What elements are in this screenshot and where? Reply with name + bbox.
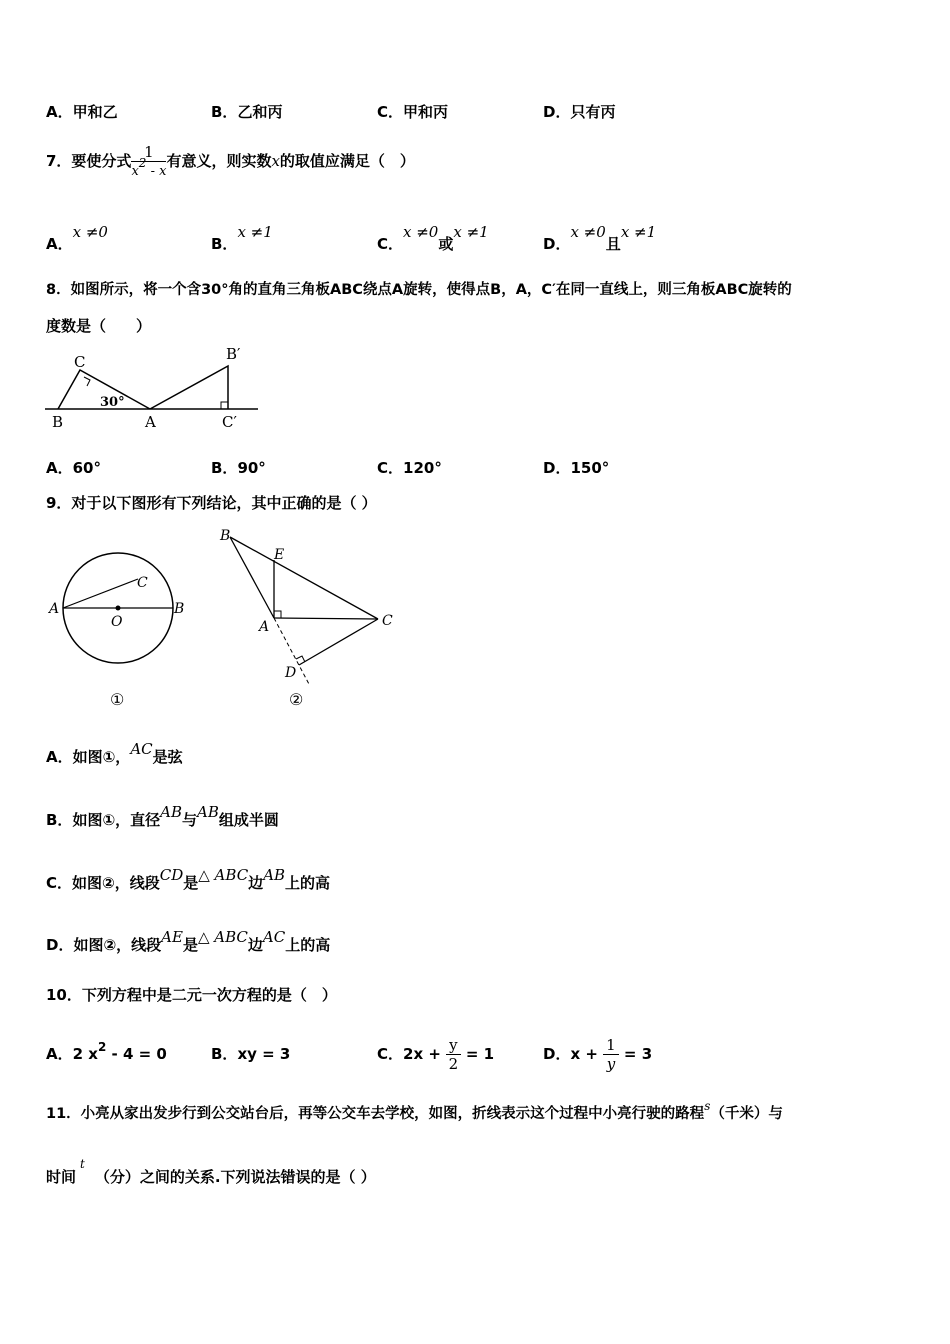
q7-option-a: A．x ≠0 [46,223,108,253]
q11-stem-line1: 11．小亮从家出发步行到公交站台后，再等公交车去学校，如图，折线表示这个过程中小亮行驶的路程$^s$（千米）与 [46,1099,783,1122]
q9-option-a: A．如图①，AC是弦 [46,740,183,766]
q9-fig1-label-a: A [49,601,60,617]
q8-triangle-rotated [150,366,228,409]
q8-label-b: B [52,413,64,431]
q6-option-b: B．乙和丙 [211,103,283,121]
q9-fig2-label-e: E [274,547,285,563]
q9-fig1-label-c: C [137,575,148,591]
q9-fig2-label-a: A [259,619,270,635]
q9-fig2-right-angle-a [274,611,281,618]
q9-figure-2 [210,520,410,720]
q9-fig2-label-c: C [382,613,393,629]
q10-stem: 10．下列方程中是二元一次方程的是（ ） [46,986,337,1004]
q9-fig1-label-o: O [111,614,123,630]
q6-option-d: D．只有丙 [543,103,616,121]
q8-figure [40,340,270,435]
q9-fig2-label-b: B [220,528,231,544]
q9-fig2-side-ac [274,618,378,619]
q7-option-b: B．x ≠1 [211,223,273,253]
q8-angle-label: 30° [100,395,125,410]
q8-stem-line2: 度数是（ ） [46,317,152,335]
q10-option-d: D．x + $\frac{1}{y}$ = 3 [543,1036,653,1073]
q11-stem-line2: 时间$^t$（分）之间的关系.下列说法错误的是（ ） [46,1157,376,1186]
q9-option-b: B．如图①，直径AB与AB组成半圆 [46,803,279,829]
q10-option-c: C．2x + $\frac{y}{2}$ = 1 [377,1036,495,1073]
q8-label-a: A [145,413,156,431]
q6-option-c: C．甲和丙 [377,103,449,121]
q8-option-c: C．120° [377,459,442,477]
q8-option-d: D．150° [543,459,610,477]
q7-stem: 7．要使分式 $\frac{1}{x2 - x}$ 有意义，则实数x的取值应满足（ ） [46,142,415,179]
q9-fig1-label-b: B [174,601,185,617]
q9-fig2-caption: ② [289,690,304,709]
q9-fig1-center-dot [116,606,121,611]
q9-stem: 9．对于以下图形有下列结论，其中正确的是（ ） [46,494,377,512]
q7-option-c: C．x ≠0或x ≠1 [377,223,489,253]
q8-label-b-prime: B′ [226,345,241,363]
q10-option-a: A．2 $x^2 - 4 = 0$ [46,1040,167,1063]
q9-fig2-segment-cd [299,619,378,665]
q8-stem-line1: 8．如图所示，将一个含30°角的直角三角板ABC绕点A旋转，使得点B，A，C′在同一直线上，则三角板ABC旋转的 [46,282,792,298]
q10-option-b: B．xy = 3 [211,1045,291,1063]
q9-fig1-caption: ① [110,690,125,709]
q8-label-c-prime: C′ [222,413,237,431]
q7-fraction: $\frac{1}{x2 - x}$ [131,142,167,179]
q7-option-d: D．x ≠0且x ≠1 [543,223,657,253]
q9-fig2-label-d: D [285,665,297,681]
q8-right-angle-mark-c [84,377,90,386]
q9-fig1-chord [63,579,138,608]
q8-option-b: B．90° [211,459,266,477]
q9-figure-1 [40,550,200,720]
q9-option-c: C．如图②，线段CD是△ ABC边AB上的高 [46,866,331,892]
q6-option-a: A．甲和乙 [46,103,118,121]
q8-label-c: C [74,353,86,371]
q8-right-angle-mark [221,402,228,409]
q9-option-d: D．如图②，线段AE是△ ABC边AC上的高 [46,928,331,954]
q8-option-a: A．60° [46,459,101,477]
